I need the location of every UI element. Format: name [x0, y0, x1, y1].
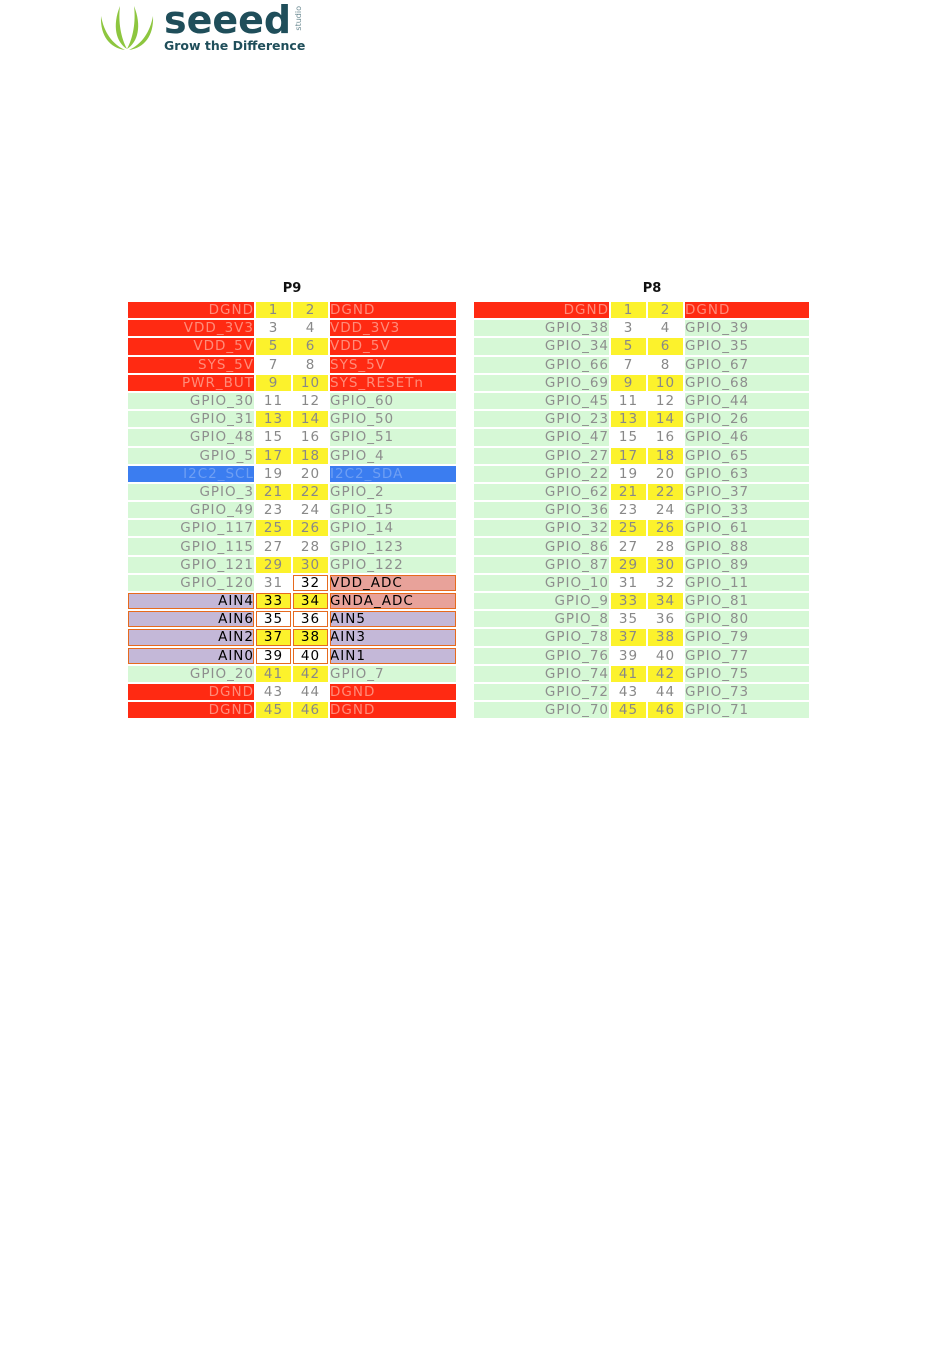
pin-name-right: VDD_ADC	[330, 575, 456, 591]
p9-pin-row	[128, 575, 456, 591]
pin-number-left: 25	[611, 520, 646, 536]
pin-name-right: GPIO_60	[330, 393, 456, 409]
pin-name-left: DGND	[128, 702, 254, 718]
p9-pin-row	[128, 593, 456, 609]
p9-pin-row	[128, 338, 456, 354]
p8-pin-row	[474, 302, 809, 318]
pin-name-left: DGND	[128, 302, 254, 318]
p9-pin-row	[128, 538, 456, 554]
pin-name-right: GPIO_79	[685, 629, 809, 645]
p8-pin-row	[474, 629, 809, 645]
p8-pin-row	[474, 338, 809, 354]
pin-number-left: 23	[611, 502, 646, 518]
pin-name-left: GPIO_23	[474, 411, 609, 427]
pin-name-right: GPIO_4	[330, 448, 456, 464]
pin-name-left: VDD_5V	[128, 338, 254, 354]
pin-name-left: AIN6	[128, 611, 254, 627]
pin-name-right: DGND	[330, 302, 456, 318]
pin-name-left: GPIO_62	[474, 484, 609, 500]
pin-name-left: I2C2_SCL	[128, 466, 254, 482]
pin-number-left: 7	[256, 357, 291, 373]
pin-name-right: GPIO_7	[330, 666, 456, 682]
p8-pin-row	[474, 448, 809, 464]
pin-name-left: GPIO_3	[128, 484, 254, 500]
pin-number-right: 36	[293, 611, 328, 627]
pin-number-left: 7	[611, 357, 646, 373]
p9-pin-row	[128, 520, 456, 536]
p9-pin-row	[128, 357, 456, 373]
pin-number-left: 33	[256, 593, 291, 609]
p9-pin-row	[128, 429, 456, 445]
pin-name-left: AIN4	[128, 593, 254, 609]
pin-number-right: 40	[293, 648, 328, 664]
pin-number-right: 26	[293, 520, 328, 536]
pin-number-right: 16	[648, 429, 683, 445]
pin-number-right: 32	[648, 575, 683, 591]
pin-number-right: 38	[648, 629, 683, 645]
pin-name-right: DGND	[330, 684, 456, 700]
pin-number-right: 28	[648, 538, 683, 554]
pin-name-left: GPIO_120	[128, 575, 254, 591]
pin-name-right: GPIO_65	[685, 448, 809, 464]
pin-name-right: GPIO_51	[330, 429, 456, 445]
pin-number-right: 4	[648, 320, 683, 336]
pin-number-left: 21	[256, 484, 291, 500]
pin-number-left: 31	[256, 575, 291, 591]
pin-number-right: 2	[293, 302, 328, 318]
pin-name-right: GPIO_2	[330, 484, 456, 500]
pin-number-left: 41	[256, 666, 291, 682]
pin-number-left: 43	[256, 684, 291, 700]
pin-number-right: 24	[293, 502, 328, 518]
pin-number-left: 33	[611, 593, 646, 609]
pin-name-left: GPIO_48	[128, 429, 254, 445]
p9-pin-row	[128, 502, 456, 518]
pin-number-right: 14	[293, 411, 328, 427]
pin-number-right: 44	[293, 684, 328, 700]
brand-tagline: Grow the Difference	[164, 38, 306, 53]
pin-name-right: GPIO_73	[685, 684, 809, 700]
pin-number-left: 35	[611, 611, 646, 627]
pin-name-right: DGND	[330, 702, 456, 718]
pin-name-left: GPIO_72	[474, 684, 609, 700]
pin-name-left: GPIO_115	[128, 538, 254, 554]
pin-number-right: 26	[648, 520, 683, 536]
pin-number-left: 25	[256, 520, 291, 536]
pin-name-right: GPIO_67	[685, 357, 809, 373]
p9-pin-row	[128, 702, 456, 718]
pin-name-left: GPIO_47	[474, 429, 609, 445]
pin-name-right: GPIO_77	[685, 648, 809, 664]
pin-number-right: 30	[648, 557, 683, 573]
pin-name-right: GPIO_26	[685, 411, 809, 427]
pin-name-left: GPIO_86	[474, 538, 609, 554]
p8-pin-row	[474, 702, 809, 718]
pin-number-left: 1	[611, 302, 646, 318]
pin-name-right: SYS_RESETn	[330, 375, 456, 391]
p8-pin-row	[474, 502, 809, 518]
pin-number-right: 40	[648, 648, 683, 664]
p9-pin-row	[128, 484, 456, 500]
pin-number-left: 23	[256, 502, 291, 518]
p8-pin-row	[474, 375, 809, 391]
pin-number-right: 20	[293, 466, 328, 482]
pin-number-left: 11	[256, 393, 291, 409]
brand-name: seeed	[164, 0, 292, 42]
pin-name-left: GPIO_30	[128, 393, 254, 409]
pin-name-left: GPIO_76	[474, 648, 609, 664]
pin-name-left: GPIO_36	[474, 502, 609, 518]
pin-number-left: 27	[611, 538, 646, 554]
pin-number-left: 29	[611, 557, 646, 573]
pin-number-left: 45	[611, 702, 646, 718]
pin-number-left: 15	[256, 429, 291, 445]
pin-name-right: GPIO_122	[330, 557, 456, 573]
p9-pin-row	[128, 629, 456, 645]
p8-pin-row	[474, 429, 809, 445]
p9-pin-row	[128, 648, 456, 664]
pin-name-right: GNDA_ADC	[330, 593, 456, 609]
seeed-logo	[98, 2, 313, 54]
pin-name-left: PWR_BUT	[128, 375, 254, 391]
pin-number-right: 12	[293, 393, 328, 409]
pin-name-right: AIN1	[330, 648, 456, 664]
pin-number-right: 42	[648, 666, 683, 682]
p9-pin-row	[128, 466, 456, 482]
pin-name-left: GPIO_87	[474, 557, 609, 573]
pin-name-left: AIN2	[128, 629, 254, 645]
pin-number-right: 32	[293, 575, 328, 591]
pin-name-right: GPIO_33	[685, 502, 809, 518]
pin-name-left: GPIO_22	[474, 466, 609, 482]
p9-pin-row	[128, 302, 456, 318]
pin-number-right: 18	[293, 448, 328, 464]
pin-number-left: 21	[611, 484, 646, 500]
pin-number-left: 39	[256, 648, 291, 664]
pin-number-right: 6	[648, 338, 683, 354]
pin-number-left: 19	[611, 466, 646, 482]
pin-number-left: 9	[256, 375, 291, 391]
p9-pin-row	[128, 448, 456, 464]
pin-number-right: 34	[648, 593, 683, 609]
pin-name-left: GPIO_121	[128, 557, 254, 573]
pin-number-left: 17	[256, 448, 291, 464]
pin-name-left: GPIO_5	[128, 448, 254, 464]
pin-number-right: 8	[293, 357, 328, 373]
p9-pin-row	[128, 393, 456, 409]
p8-pin-row	[474, 320, 809, 336]
pin-number-right: 46	[648, 702, 683, 718]
p8-header-title: P8	[642, 281, 662, 296]
pin-number-right: 44	[648, 684, 683, 700]
pin-number-left: 3	[256, 320, 291, 336]
pin-name-right: VDD_3V3	[330, 320, 456, 336]
pin-name-right: GPIO_61	[685, 520, 809, 536]
pin-name-right: GPIO_88	[685, 538, 809, 554]
pin-name-left: GPIO_70	[474, 702, 609, 718]
pin-name-right: I2C2_SDA	[330, 466, 456, 482]
p9-pin-row	[128, 320, 456, 336]
pin-number-right: 34	[293, 593, 328, 609]
pin-number-right: 42	[293, 666, 328, 682]
pin-number-right: 38	[293, 629, 328, 645]
pin-number-left: 41	[611, 666, 646, 682]
pin-name-left: AIN0	[128, 648, 254, 664]
pin-number-left: 17	[611, 448, 646, 464]
pin-number-right: 14	[648, 411, 683, 427]
pin-number-left: 45	[256, 702, 291, 718]
p8-pin-row	[474, 575, 809, 591]
pin-name-right: SYS_5V	[330, 357, 456, 373]
p9-pin-table	[128, 300, 456, 720]
p9-pin-row	[128, 666, 456, 682]
pin-name-left: GPIO_34	[474, 338, 609, 354]
pin-name-right: GPIO_63	[685, 466, 809, 482]
pin-name-right: AIN5	[330, 611, 456, 627]
pin-name-left: GPIO_9	[474, 593, 609, 609]
brand-sub: studio	[294, 6, 303, 31]
p8-pin-row	[474, 648, 809, 664]
pin-name-right: DGND	[685, 302, 809, 318]
pin-name-left: GPIO_78	[474, 629, 609, 645]
p9-pin-row	[128, 611, 456, 627]
p9-pin-row	[128, 557, 456, 573]
pin-number-right: 30	[293, 557, 328, 573]
p8-pin-row	[474, 593, 809, 609]
seeed-leaf-icon	[98, 2, 156, 52]
p8-pin-row	[474, 357, 809, 373]
pin-name-right: GPIO_46	[685, 429, 809, 445]
pin-number-left: 29	[256, 557, 291, 573]
p8-pin-table	[474, 300, 809, 720]
pin-name-right: GPIO_71	[685, 702, 809, 718]
pin-name-left: GPIO_69	[474, 375, 609, 391]
pin-name-left: GPIO_117	[128, 520, 254, 536]
pin-name-left: GPIO_49	[128, 502, 254, 518]
p9-pin-row	[128, 411, 456, 427]
pin-number-right: 10	[293, 375, 328, 391]
p8-pin-row	[474, 520, 809, 536]
pin-name-left: VDD_3V3	[128, 320, 254, 336]
pin-name-left: SYS_5V	[128, 357, 254, 373]
p8-pin-row	[474, 666, 809, 682]
pin-name-right: GPIO_123	[330, 538, 456, 554]
pin-name-right: GPIO_44	[685, 393, 809, 409]
pin-number-left: 39	[611, 648, 646, 664]
pin-number-right: 36	[648, 611, 683, 627]
pin-number-left: 11	[611, 393, 646, 409]
pin-number-left: 5	[256, 338, 291, 354]
pin-number-right: 24	[648, 502, 683, 518]
pin-number-left: 13	[256, 411, 291, 427]
pin-number-right: 6	[293, 338, 328, 354]
pin-number-right: 10	[648, 375, 683, 391]
pin-name-right: GPIO_14	[330, 520, 456, 536]
p8-pin-row	[474, 466, 809, 482]
pin-name-right: GPIO_68	[685, 375, 809, 391]
pin-name-left: DGND	[474, 302, 609, 318]
p9-pin-row	[128, 684, 456, 700]
pin-name-right: GPIO_89	[685, 557, 809, 573]
pin-name-left: GPIO_10	[474, 575, 609, 591]
pin-name-right: AIN3	[330, 629, 456, 645]
pin-number-right: 2	[648, 302, 683, 318]
pin-name-left: GPIO_38	[474, 320, 609, 336]
pin-name-left: GPIO_20	[128, 666, 254, 682]
pin-name-right: GPIO_35	[685, 338, 809, 354]
pin-name-right: GPIO_11	[685, 575, 809, 591]
pin-number-left: 37	[256, 629, 291, 645]
pin-number-left: 13	[611, 411, 646, 427]
pin-name-right: GPIO_80	[685, 611, 809, 627]
pin-number-left: 19	[256, 466, 291, 482]
pin-name-right: GPIO_75	[685, 666, 809, 682]
p8-pin-row	[474, 484, 809, 500]
pin-number-right: 12	[648, 393, 683, 409]
pin-number-right: 22	[293, 484, 328, 500]
pin-name-right: VDD_5V	[330, 338, 456, 354]
p8-pin-row	[474, 684, 809, 700]
p8-pin-row	[474, 393, 809, 409]
pin-number-left: 27	[256, 538, 291, 554]
p8-pin-row	[474, 557, 809, 573]
p8-pin-row	[474, 411, 809, 427]
pin-name-right: GPIO_81	[685, 593, 809, 609]
pin-name-right: GPIO_15	[330, 502, 456, 518]
pin-number-left: 15	[611, 429, 646, 445]
p8-pin-row	[474, 538, 809, 554]
pin-number-right: 20	[648, 466, 683, 482]
pin-number-left: 35	[256, 611, 291, 627]
pin-number-right: 28	[293, 538, 328, 554]
pin-number-right: 16	[293, 429, 328, 445]
pin-number-right: 18	[648, 448, 683, 464]
pin-name-left: GPIO_66	[474, 357, 609, 373]
pin-name-left: GPIO_8	[474, 611, 609, 627]
pin-number-right: 8	[648, 357, 683, 373]
pin-name-left: GPIO_31	[128, 411, 254, 427]
pin-number-left: 37	[611, 629, 646, 645]
p8-pin-row	[474, 611, 809, 627]
pin-name-right: GPIO_37	[685, 484, 809, 500]
pin-number-right: 4	[293, 320, 328, 336]
p9-pin-row	[128, 375, 456, 391]
pin-number-right: 22	[648, 484, 683, 500]
pin-name-left: GPIO_32	[474, 520, 609, 536]
pin-number-left: 1	[256, 302, 291, 318]
pin-number-right: 46	[293, 702, 328, 718]
p9-header-title: P9	[282, 281, 302, 296]
pin-name-right: GPIO_50	[330, 411, 456, 427]
pin-number-left: 5	[611, 338, 646, 354]
pin-name-left: GPIO_45	[474, 393, 609, 409]
pin-name-left: DGND	[128, 684, 254, 700]
pin-number-left: 31	[611, 575, 646, 591]
pin-number-left: 43	[611, 684, 646, 700]
pin-number-left: 9	[611, 375, 646, 391]
pin-name-right: GPIO_39	[685, 320, 809, 336]
pin-name-left: GPIO_74	[474, 666, 609, 682]
pin-number-left: 3	[611, 320, 646, 336]
pin-name-left: GPIO_27	[474, 448, 609, 464]
